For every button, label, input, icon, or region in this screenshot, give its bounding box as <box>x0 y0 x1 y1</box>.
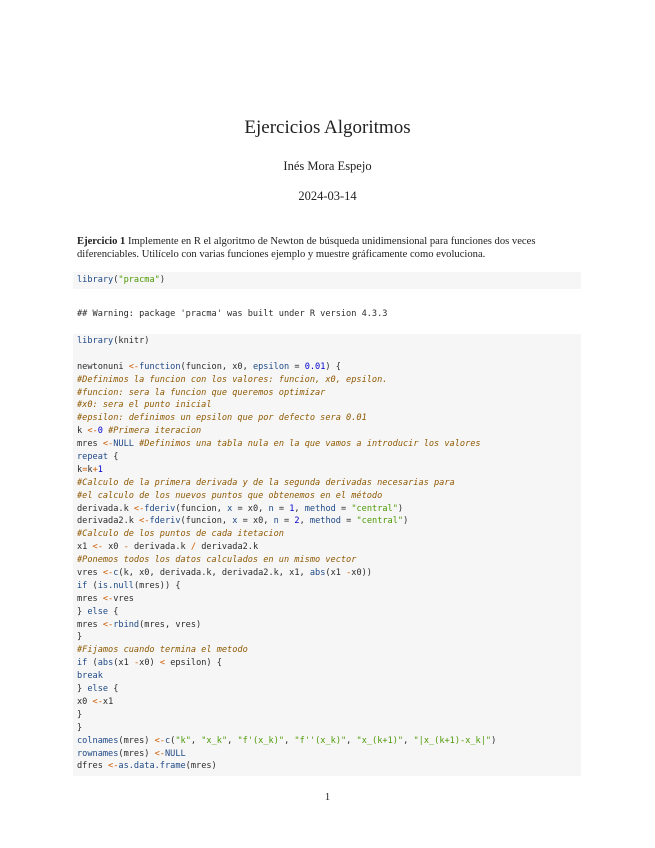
code-token: as.data.frame <box>118 761 186 772</box>
code-token: mres <box>77 439 103 450</box>
code-token: <- <box>92 696 103 707</box>
code-token: (k, x0, derivada.k, derivada2.k, x1, <box>118 568 310 579</box>
code-token: , <box>346 735 357 746</box>
code-token: dfres <box>77 761 109 772</box>
code-token: 1 <box>97 464 103 475</box>
code-token: is.null <box>97 580 134 591</box>
code-line <box>77 451 577 464</box>
code-token: = <box>278 516 295 527</box>
code-line <box>77 760 577 773</box>
code-token: = <box>335 503 352 514</box>
code-token: <- <box>102 568 114 579</box>
code-token: #Definimos una tabla nula en la que vamos a introducir los valores <box>139 439 481 450</box>
code-line <box>77 528 577 541</box>
code-token: < <box>159 658 166 669</box>
code-token: k <box>77 464 83 475</box>
code-token: repeat <box>77 452 109 463</box>
code-line <box>77 374 577 387</box>
code-token: vres <box>113 593 134 604</box>
code-line <box>77 709 577 722</box>
code-line <box>77 348 577 361</box>
code-token: - <box>123 542 129 553</box>
code-token: = <box>289 361 305 372</box>
code-token: rbind <box>113 619 140 630</box>
code-token: newtonuni <box>77 361 129 372</box>
code-token: "central" <box>351 503 398 514</box>
code-token: epsilon <box>252 361 290 372</box>
code-token: ) { <box>325 361 341 372</box>
code-token: colnames <box>77 735 119 746</box>
code-token: "k" <box>175 735 191 746</box>
code-token: - <box>346 568 352 579</box>
code-token: (funcion, <box>175 503 228 514</box>
code-token: k <box>87 464 93 475</box>
code-token: method <box>309 516 341 527</box>
code-token: #Primera iteracion <box>108 426 202 437</box>
code-token: x0 <box>102 542 124 553</box>
code-token: , <box>190 735 202 746</box>
code-token: x0 <box>77 696 93 707</box>
code-line <box>77 412 577 425</box>
exercise-label: Ejercicio 1 <box>77 236 126 247</box>
code-line <box>77 670 577 683</box>
code-line <box>77 606 577 619</box>
code-token: } <box>77 722 83 733</box>
code-token: - <box>133 658 140 669</box>
code-token: derivada2.k <box>196 542 259 553</box>
exercise-text: Implemente en R el algoritmo de Newton de búsqueda unidimensional para funciones dos veces diferenciables. Utilícelo con varias funciones ejemplo y muestre gráficamente como evoluciona. <box>77 236 536 260</box>
code-token: = x0, <box>232 503 269 514</box>
code-token: #epsilon: definimos un epsilon que por defecto sera 0.01 <box>77 413 367 424</box>
code-token: x0) <box>139 658 160 669</box>
code-token: ) <box>397 503 404 514</box>
code-token: <- <box>154 748 165 759</box>
code-token: , <box>294 503 305 514</box>
code-token: (mres) <box>118 735 155 746</box>
code-token: (mres) <box>185 761 217 772</box>
code-line <box>77 631 577 644</box>
code-line <box>77 748 577 761</box>
code-token: #Ponemos todos los datos calculados en un mismo vector <box>77 555 357 566</box>
code-token: #Fijamos cuando termina el metodo <box>77 645 248 656</box>
code-token: "|x_(k+1)-x_k|" <box>413 735 492 746</box>
code-line <box>77 274 577 287</box>
code-token: <- <box>133 503 145 514</box>
code-token: = <box>340 516 357 527</box>
code-token: derivada.k <box>128 542 191 553</box>
code-token: #Definimos la funcion con los valores: funcion, x0, epsilon. <box>77 374 388 385</box>
code-token: <- <box>102 593 114 604</box>
code-token: abs <box>309 568 326 579</box>
code-line <box>77 438 577 451</box>
code-line <box>77 619 577 632</box>
code-token: x <box>227 503 233 514</box>
code-token: "central" <box>356 516 404 527</box>
code-token: = x0, <box>237 516 274 527</box>
code-token: #x0: sera el punto inicial <box>77 400 212 411</box>
code-token: function <box>139 361 181 372</box>
code-block-library-pracma <box>73 272 581 289</box>
code-line <box>77 722 577 735</box>
code-token: abs <box>97 658 114 669</box>
code-token: x1 <box>77 542 93 553</box>
code-line <box>77 464 577 477</box>
code-token: ) <box>403 516 409 527</box>
code-token: "pracma" <box>118 275 160 285</box>
code-token: mres <box>77 593 103 604</box>
code-token: (knitr) <box>113 336 150 346</box>
document-author: Inés Mora Espejo <box>283 159 372 173</box>
code-token: derivada2.k <box>77 516 140 527</box>
code-token: rownames <box>77 748 119 759</box>
code-line <box>77 490 577 503</box>
code-token: #funcion: sera la funcion que queremos optimizar <box>77 387 326 398</box>
code-token: NULL <box>113 439 134 450</box>
code-token: <- <box>102 619 114 630</box>
code-token: 0 <box>97 426 103 437</box>
code-token: ( <box>170 735 176 746</box>
code-token: n <box>268 503 274 514</box>
code-token: } <box>77 632 83 643</box>
code-token: ( <box>87 658 98 669</box>
code-token: <- <box>128 361 140 372</box>
code-line <box>77 335 577 348</box>
code-token: (mres, vres) <box>139 619 202 630</box>
code-line <box>77 657 577 670</box>
page-number: 1 <box>324 792 331 803</box>
code-token: <- <box>139 516 150 527</box>
code-token: , <box>227 735 238 746</box>
code-line <box>77 580 577 593</box>
code-line <box>77 425 577 438</box>
code-token: #Calculo de la primera derivada y de la segunda derivadas necesarias para <box>77 477 455 488</box>
code-token: <- <box>87 426 98 437</box>
code-token: <- <box>92 542 103 553</box>
code-token: n <box>273 516 279 527</box>
code-token: , <box>403 735 414 746</box>
code-token: + <box>92 464 98 475</box>
code-token: 2 <box>294 516 300 527</box>
code-token: (x1 <box>325 568 347 579</box>
code-token: } <box>77 684 88 695</box>
code-token: x0)) <box>351 568 372 579</box>
code-token: c <box>164 735 171 746</box>
code-token: { <box>108 684 119 695</box>
exercise-paragraph <box>77 235 582 261</box>
code-token: (mres) <box>118 748 155 759</box>
code-token: vres <box>77 568 103 579</box>
code-token: } <box>77 709 83 720</box>
code-token: library <box>77 336 114 346</box>
code-token: derivada.k <box>77 503 134 514</box>
code-token: ) <box>159 275 165 285</box>
code-token: = <box>273 503 290 514</box>
code-block-newtonuni <box>73 334 581 776</box>
code-line <box>77 503 577 516</box>
code-line <box>77 541 577 554</box>
code-token: <- <box>154 735 165 746</box>
code-line <box>77 567 577 580</box>
code-line <box>77 683 577 696</box>
code-token: x <box>232 516 238 527</box>
code-token: method <box>304 503 336 514</box>
code-token: , <box>299 516 310 527</box>
code-token: c <box>113 568 119 579</box>
code-token: "x_k" <box>201 735 228 746</box>
code-line <box>77 593 577 606</box>
code-token: else <box>87 606 109 617</box>
code-token: , <box>284 735 295 746</box>
code-line <box>77 644 577 657</box>
code-line <box>77 554 577 567</box>
code-line <box>77 515 577 528</box>
code-token: (funcion, x0, <box>180 361 253 372</box>
code-token: ) <box>491 735 497 746</box>
code-token: 1 <box>289 503 295 514</box>
code-token: ( <box>87 580 98 591</box>
code-token: #Calculo de los puntos de cada itetacion <box>77 529 284 540</box>
code-line <box>77 735 577 748</box>
code-line <box>77 477 577 490</box>
code-line <box>77 361 577 374</box>
code-token: fderiv <box>144 503 176 514</box>
code-token: epsilon) { <box>165 658 222 669</box>
code-token: else <box>87 684 109 695</box>
code-token: x1 <box>102 696 114 707</box>
code-token: "x_(k+1)" <box>356 735 404 746</box>
code-token: <- <box>102 439 114 450</box>
code-line <box>77 399 577 412</box>
code-token: fderiv <box>149 516 181 527</box>
code-output-warning: ## Warning: package 'pracma' was built under R version 4.3.3 <box>77 309 388 319</box>
code-token: { <box>108 452 119 463</box>
code-token: "f''(x_k)" <box>294 735 347 746</box>
code-token: mres <box>77 619 103 630</box>
code-token: #el calculo de los nuevos puntos que obtenemos en el método <box>77 490 383 501</box>
code-token: (x1 <box>113 658 134 669</box>
document-title: Ejercicios Algoritmos <box>244 117 411 138</box>
code-token: 0.01 <box>304 361 326 372</box>
code-token: } <box>77 606 88 617</box>
code-token: if <box>77 580 88 591</box>
code-token: = <box>82 464 88 475</box>
code-token: break <box>77 671 103 682</box>
code-token: library <box>77 275 114 285</box>
code-token: <- <box>108 761 119 772</box>
code-token: (funcion, <box>180 516 233 527</box>
code-token: "f'(x_k)" <box>237 735 285 746</box>
code-token: if <box>77 658 88 669</box>
code-token: (mres)) { <box>133 580 181 591</box>
code-token: k <box>77 426 88 437</box>
code-token: { <box>108 606 119 617</box>
code-line <box>77 387 577 400</box>
code-token: NULL <box>164 748 186 759</box>
code-token: ( <box>113 275 119 285</box>
code-line <box>77 696 577 709</box>
code-token: / <box>190 542 197 553</box>
document-date: 2024-03-14 <box>298 189 357 203</box>
